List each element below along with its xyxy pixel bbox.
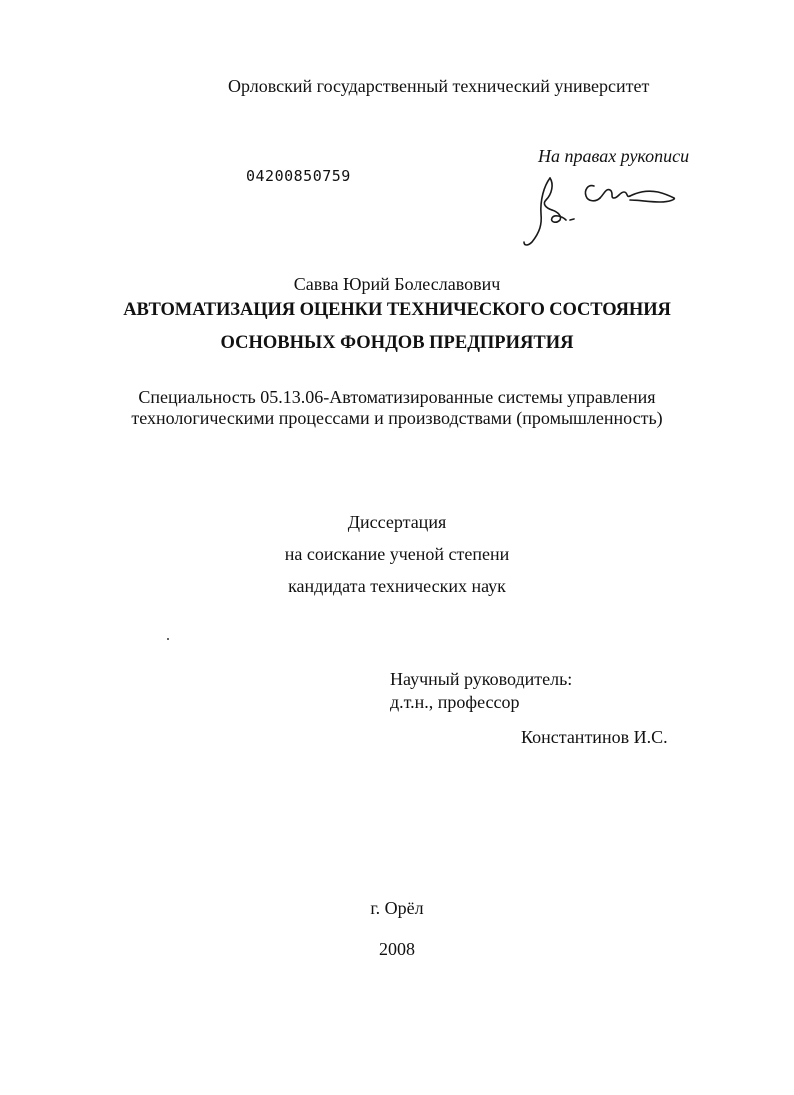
supervisor-name: Константинов И.С. [521,727,668,747]
supervisor-label: Научный руководитель: [390,669,573,689]
handwritten-signature [510,172,690,250]
rights-note: На правах рукописи [538,146,690,166]
degree-purpose: на соискание ученой степени [284,544,510,564]
specialty-line-1: Специальность 05.13.06-Автоматизированные системы управления [138,387,656,407]
specialty-line-2: технологическими процессами и производствами (промышленность) [131,408,663,428]
dissertation-label: Диссертация [347,512,447,532]
degree-name: кандидата технических наук [288,576,506,596]
dissertation-title-line-2: ОСНОВНЫХ ФОНДОВ ПРЕДПРИЯТИЯ [220,333,574,353]
scan-speck [167,638,169,640]
dissertation-title-line-1: АВТОМАТИЗАЦИЯ ОЦЕНКИ ТЕХНИЧЕСКОГО СОСТОЯНИЯ [123,300,671,320]
university-name: Орловский государственный технический университет [228,76,650,96]
city: г. Орёл [370,898,424,918]
author-name: Савва Юрий Болеславович [293,274,501,294]
year: 2008 [379,939,415,959]
document-number: 04200850759 [246,167,351,185]
supervisor-degree: д.т.н., профессор [390,692,520,712]
